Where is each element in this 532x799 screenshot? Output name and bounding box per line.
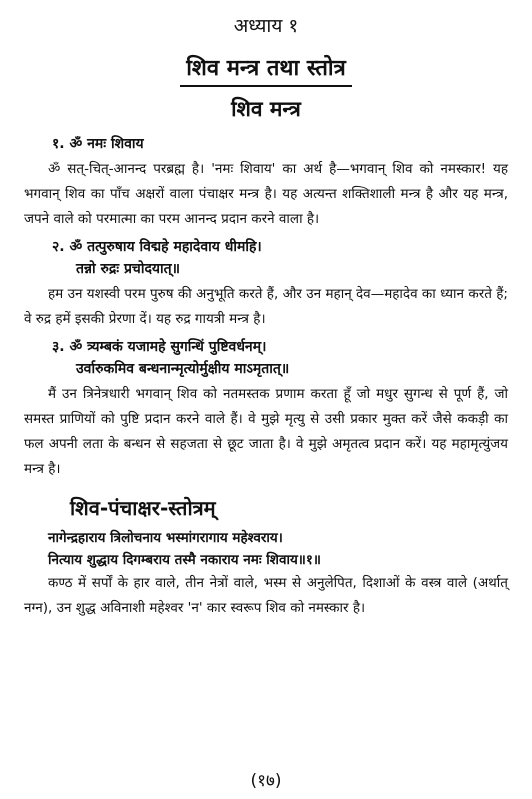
mantra-2-explanation: हम उन यशस्वी परम पुरुष की अनुभूति करते हैं, और उन महान् देव—महादेव का ध्यान करते हैं; वे रुद्र हमें इसकी प्रेरणा दें। यह रुद्र गायत्री मन्त्र है। xyxy=(24,286,508,327)
stotra-explanation: कण्ठ में सर्पों के हार वाले, तीन नेत्रों वाले, भस्म से अनुलेपित, दिशाओं के वस्त्र वाले (अर्थात् नग्न), उन शुद्ध अविनाशी महेश्वर 'न' कार स्वरूप शिव को नमस्कार है। xyxy=(24,575,508,616)
mantra-2-line-1: २. ॐ तत्पुरुषाय विद्महे महादेवाय धीमहि। xyxy=(52,239,262,255)
mantra-3-explanation: मैं उन त्रिनेत्रधारी भगवान् शिव को नतमस्तक प्रणाम करता हूँ जो मधुर सुगन्ध से पूर्ण हैं, जो समस्त प्राणियों को पुष्टि प्रदान करने वाले हैं। वे मुझे मृत्यु से उसी प्रकार मुक्त करें जैसे ककड़ी का फल अपनी लता के बन्धन से सहजता से छूट जाता है। वे मुझे अमृतत्व प्रदान करें। यह महामृत्युंजय मन्त्र है। xyxy=(24,386,508,477)
stotra-line-1: नागेन्द्रहाराय त्रिलोचनाय भस्मांगरागाय महेश्वराय। xyxy=(48,530,283,546)
mantra-3-verse xyxy=(24,336,508,380)
mantra-3-line-2: उर्वारुकमिव बन्धनान्मृत्योर्मुक्षीय माऽमृतात्॥ xyxy=(76,361,290,377)
mantra-1-explanation: ॐ सत्-चित्-आनन्द परब्रह्म है। 'नमः शिवाय' का अर्थ है—भगवान् शिव को नमस्कार! यह भगवान् शिव का पाँच अक्षरों वाला पंचाक्षर मन्त्र है। यह अत्यन्त शक्तिशाली मन्त्र है और यह मन्त्र, जपने वाले को परमात्मा का परम आनन्द प्रदान करने वाला है। xyxy=(24,161,508,227)
page-number: (१७) xyxy=(250,771,282,791)
mantra-3-line-1: ३. ॐ त्र्यम्बकं यजामहे सुगन्धिं पुष्टिवर्धनम्। xyxy=(52,339,267,355)
mantra-2-verse xyxy=(24,236,508,280)
main-title xyxy=(24,52,508,87)
stotra-line-2: नित्याय शुद्धाय दिगम्बराय तस्मै नकाराय नमः शिवाय॥१॥ xyxy=(48,552,321,568)
main-title-text: शिव मन्त्र तथा स्तोत्र xyxy=(180,52,352,87)
mantra-2-line-2: तन्नो रुद्रः प्रचोदयात्॥ xyxy=(76,261,180,277)
chapter-heading: अध्याय १ xyxy=(233,15,299,37)
sub-title: शिव मन्त्र xyxy=(231,97,301,121)
stotra-title: शिव-पंचाक्षर-स्तोत्रम् xyxy=(70,496,216,520)
mantra-1-verse: १. ॐ नमः शिवाय xyxy=(52,136,144,152)
